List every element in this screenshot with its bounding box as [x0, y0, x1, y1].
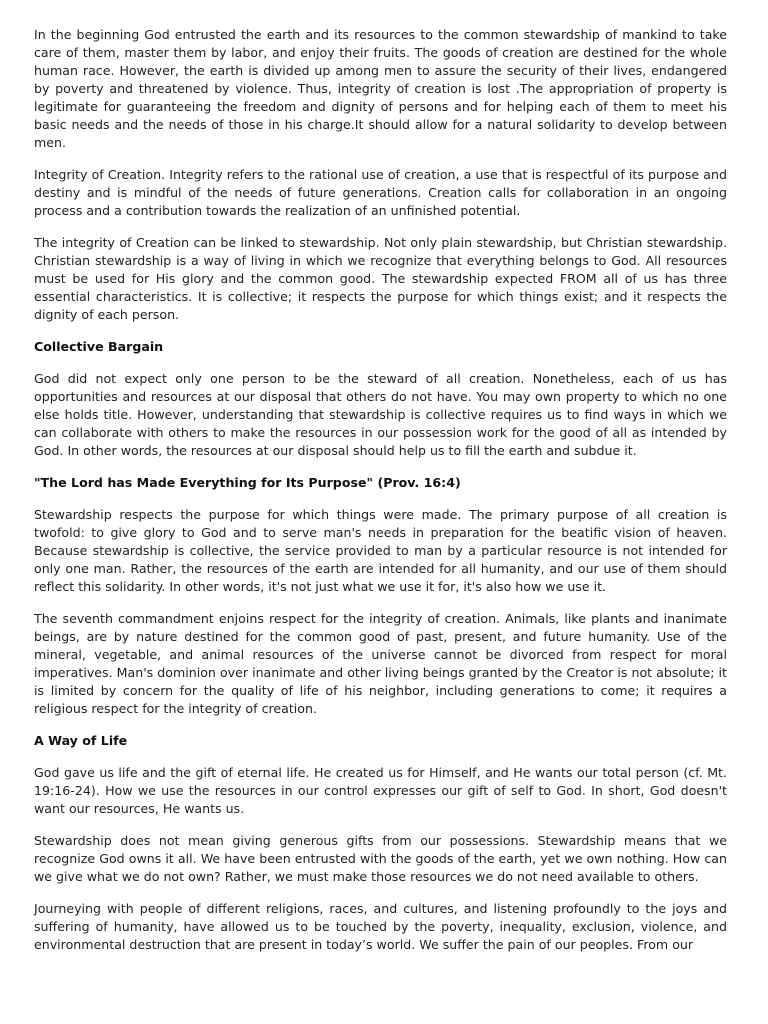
heading-lord-made-everything: "The Lord has Made Everything for Its Purpose" (Prov. 16:4)	[34, 475, 461, 490]
heading-collective-bargain: Collective Bargain	[34, 339, 164, 354]
paragraph-journeying: Journeying with people of different religions, races, and cultures, and listening profoundly to the joys and suffering of humanity, have allowed us to be touched by the poverty, inequality, exclusion, violence, and environmental destruction that are present in today’s world. We suffer the pain of our peoples. From our	[34, 901, 727, 952]
paragraph-integrity-definition: Integrity of Creation. Integrity refers to the rational use of creation, a use that is respectful of its purpose and destiny and is mindful of the needs of future generations. Creation calls for collaboration in an ongoing process and a contribution towards the realization of an unfinished potential.	[34, 167, 727, 218]
paragraph-christian-stewardship: The integrity of Creation can be linked to stewardship. Not only plain stewardship, but Christian stewardship. Christian stewardship is a way of living in which we recognize that everything belongs to God. All resources must be used for His glory and the common good. The stewardship expected FROM all of us has three essential characteristics. It is collective; it respects the purpose for which things exist; and it respects the dignity of each person.	[34, 235, 727, 322]
paragraph-purpose: Stewardship respects the purpose for which things were made. The primary purpose of all creation is twofold: to give glory to God and to serve man's needs in preparation for the beatific vision of heaven. Because stewardship is collective, the service provided to man by a particular resource is not intended for only one man. Rather, the resources of the earth are intended for all humanity, and our use of them should reflect this solidarity. In other words, it's not just what we use it for, it's also how we use it.	[34, 507, 727, 594]
heading-way-of-life: A Way of Life	[34, 733, 128, 748]
paragraph-seventh-commandment: The seventh commandment enjoins respect for the integrity of creation. Animals, like plants and inanimate beings, are by nature destined for the common good of past, present, and future humanity. Use of the mineral, vegetable, and animal resources of the universe cannot be divorced from respect for moral imperatives. Man's dominion over inanimate and other living beings granted by the Creator is not absolute; it is limited by concern for the quality of life of his neighbor, including generations to come; it requires a religious respect for the integrity of creation.	[34, 611, 727, 716]
paragraph-collective: God did not expect only one person to be the steward of all creation. Nonetheless, each of us has opportunities and resources at our disposal that others do not have. You may own property to which no one else holds title. However, understanding that stewardship is collective requires us to find ways in which we can collaborate with others to make the resources in our possession work for the good of all as intended by God. In other words, the resources at our disposal should help us to fill the earth and subdue it.	[34, 371, 727, 458]
paragraph-stewardship-intro: In the beginning God entrusted the earth and its resources to the common stewardship of mankind to take care of them, master them by labor, and enjoy their fruits. The goods of creation are destined for the whole human race. However, the earth is divided up among men to assure the security of their lives, endangered by poverty and threatened by violence. Thus, integrity of creation is lost .The appropriation of property is legitimate for guaranteeing the freedom and dignity of persons and for helping each of them to meet his basic needs and the needs of those in his charge.It should allow for a natural solidarity to develop between men.	[34, 27, 727, 150]
paragraph-stewardship-meaning: Stewardship does not mean giving generous gifts from our possessions. Stewardship means that we recognize God owns it all. We have been entrusted with the goods of the earth, yet we own nothing. How can we give what we do not own? Rather, we must make those resources we do not need available to others.	[34, 833, 727, 884]
paragraph-gift-of-life: God gave us life and the gift of eternal life. He created us for Himself, and He wants our total person (cf. Mt. 19:16-24). How we use the resources in our control expresses our gift of self to God. In short, God doesn't want our resources, He wants us.	[34, 765, 727, 816]
document-page	[34, 26, 727, 968]
